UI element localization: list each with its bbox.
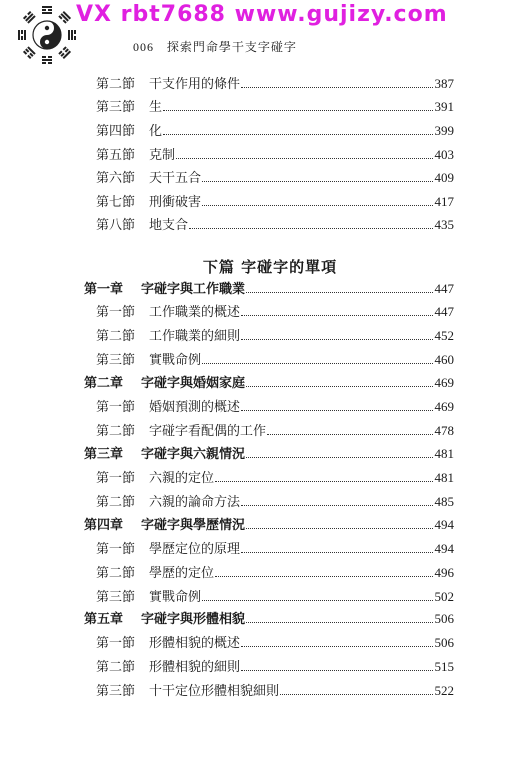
toc-chapter-row <box>84 609 454 629</box>
toc-entry-label: 第一章 <box>84 282 124 297</box>
toc-dot-leader <box>241 410 432 411</box>
toc-dot-leader <box>215 481 432 482</box>
toc-entry-label: 第二節 <box>96 566 136 581</box>
toc-dot-leader <box>241 646 432 647</box>
toc-entry-label: 第五節 <box>96 148 136 163</box>
toc-dot-leader <box>241 339 432 340</box>
toc-dot-leader <box>189 228 432 229</box>
toc-page-number: 481 <box>434 470 454 485</box>
toc-entry-title: 字碰字與學歷情況 <box>141 518 246 533</box>
toc-entry-title: 學歷的定位 <box>149 566 215 581</box>
toc-entry-label: 第三節 <box>96 684 136 699</box>
toc-page-number: 399 <box>434 123 454 138</box>
toc-section-row <box>96 563 454 583</box>
toc-page-number: 469 <box>434 399 454 414</box>
toc-dot-leader <box>202 181 432 182</box>
toc-entry-title: 形體相貌的細則 <box>149 660 241 675</box>
toc-entry-label: 第二節 <box>96 495 136 510</box>
toc-section-row <box>96 145 454 165</box>
toc-entry-title: 實戰命例 <box>149 590 202 605</box>
toc-entry-title: 字碰字看配偶的工作 <box>149 424 267 439</box>
toc-page-number: 435 <box>434 217 454 232</box>
toc-dot-leader <box>215 576 432 577</box>
toc-page-number: 460 <box>434 352 454 367</box>
toc-entry-label: 第六節 <box>96 171 136 186</box>
toc-page-number: 447 <box>434 281 454 296</box>
toc-page-number: 417 <box>434 194 454 209</box>
toc-entry-title: 婚姻預測的概述 <box>149 400 241 415</box>
toc-entry-label: 第三節 <box>96 100 136 115</box>
toc-entry-label: 第二節 <box>96 77 136 92</box>
toc-entry-title: 工作職業的細則 <box>149 329 241 344</box>
toc-entry-label: 第八節 <box>96 218 136 233</box>
toc-entry-label: 第二章 <box>84 376 124 391</box>
toc-entry-title: 字碰字與工作職業 <box>141 282 246 297</box>
toc-dot-leader <box>246 292 432 293</box>
toc-section-row <box>96 215 454 235</box>
toc-section-row <box>96 302 454 322</box>
toc-chapter-row <box>84 444 454 464</box>
toc-section-row <box>96 350 454 370</box>
toc-entry-title: 克制 <box>149 148 176 163</box>
toc-page-number: 494 <box>434 541 454 556</box>
toc-entry-label: 第四節 <box>96 124 136 139</box>
header-book-title: 探索門命學干支字碰字 <box>166 40 297 54</box>
toc-entry-label: 第五章 <box>84 612 124 627</box>
watermark-text: VX rbt7688 www.gujizy.com <box>76 2 448 27</box>
toc-entry-title: 工作職業的概述 <box>149 305 241 320</box>
toc-dot-leader <box>176 158 432 159</box>
toc-entry-title: 六親的定位 <box>149 471 215 486</box>
toc-section-row <box>96 74 454 94</box>
toc-page-number: 478 <box>434 423 454 438</box>
toc-section-row <box>96 492 454 512</box>
toc-entry-label: 第一節 <box>96 305 136 320</box>
toc-entry-title: 字碰字與形體相貌 <box>141 612 246 627</box>
toc-dot-leader <box>267 434 432 435</box>
toc-dot-leader <box>241 552 432 553</box>
toc-section-row <box>96 421 454 441</box>
toc-page-number: 522 <box>434 683 454 698</box>
toc-page-number: 391 <box>434 99 454 114</box>
toc-section-row <box>96 168 454 188</box>
toc-page-number: 469 <box>434 375 454 390</box>
toc-entry-title: 天干五合 <box>149 171 202 186</box>
toc-dot-leader <box>241 315 432 316</box>
toc-page-number: 506 <box>434 611 454 626</box>
toc-dot-leader <box>241 670 432 671</box>
toc-entry-title: 形體相貌的概述 <box>149 636 241 651</box>
toc-dot-leader <box>241 505 432 506</box>
toc-section-row <box>96 657 454 677</box>
toc-page-number: 485 <box>434 494 454 509</box>
toc-entry-title: 字碰字與婚姻家庭 <box>141 376 246 391</box>
toc-page-number: 403 <box>434 147 454 162</box>
toc-page-number: 502 <box>434 589 454 604</box>
toc-chapter-row <box>84 279 454 299</box>
toc-page-number: 515 <box>434 659 454 674</box>
toc-entry-title: 化 <box>149 124 163 139</box>
toc-entry-label: 第二節 <box>96 329 136 344</box>
toc-chapter-row <box>84 373 454 393</box>
toc-entry-label: 第三章 <box>84 447 124 462</box>
toc-section-row <box>96 539 454 559</box>
yin-yang-bagua-logo <box>16 4 78 66</box>
toc-page-number: 481 <box>434 446 454 461</box>
toc-page-number: 447 <box>434 304 454 319</box>
toc-chapter-row <box>84 515 454 535</box>
toc-entry-label: 第一節 <box>96 542 136 557</box>
toc-section-row <box>96 326 454 346</box>
toc-page-number: 452 <box>434 328 454 343</box>
toc-section-row <box>96 587 454 607</box>
toc-dot-leader <box>246 457 432 458</box>
toc-entry-title: 學歷定位的原理 <box>149 542 241 557</box>
toc-section-row <box>96 121 454 141</box>
header-page-number: 006 <box>133 40 154 54</box>
toc-entry-label: 第一節 <box>96 400 136 415</box>
toc-dot-leader <box>163 110 432 111</box>
toc-entry-title: 刑衝破害 <box>149 195 202 210</box>
toc-dot-leader <box>202 205 432 206</box>
toc-entry-title: 地支合 <box>149 218 189 233</box>
toc-entry-title: 實戰命例 <box>149 353 202 368</box>
running-header <box>133 38 297 55</box>
toc-entry-label: 第一節 <box>96 471 136 486</box>
toc-page-number: 409 <box>434 170 454 185</box>
toc-dot-leader <box>246 622 432 623</box>
toc-section-row <box>96 97 454 117</box>
toc-dot-leader <box>163 134 432 135</box>
toc-page-number: 494 <box>434 517 454 532</box>
toc-page-number: 496 <box>434 565 454 580</box>
toc-page-number: 387 <box>434 76 454 91</box>
toc-entry-label: 第三節 <box>96 590 136 605</box>
toc-section-row <box>96 468 454 488</box>
toc-entry-label: 第二節 <box>96 660 136 675</box>
part-title: 下篇 字碰字的單項 <box>202 258 338 276</box>
toc-dot-leader <box>241 87 432 88</box>
toc-dot-leader <box>280 694 432 695</box>
toc-section-row <box>96 192 454 212</box>
toc-section-row <box>96 633 454 653</box>
toc-dot-leader <box>202 363 432 364</box>
toc-entry-label: 第三節 <box>96 353 136 368</box>
toc-entry-label: 第二節 <box>96 424 136 439</box>
toc-section-row <box>96 681 454 701</box>
toc-dot-leader <box>246 528 432 529</box>
toc-entry-title: 生 <box>149 100 163 115</box>
toc-entry-title: 字碰字與六親情況 <box>141 447 246 462</box>
toc-entry-label: 第一節 <box>96 636 136 651</box>
toc-section-row <box>96 397 454 417</box>
toc-dot-leader <box>202 600 432 601</box>
toc-entry-label: 第四章 <box>84 518 124 533</box>
toc-dot-leader <box>246 386 432 387</box>
toc-entry-label: 第七節 <box>96 195 136 210</box>
toc-entry-title: 六親的論命方法 <box>149 495 241 510</box>
toc-entry-title: 干支作用的條件 <box>149 77 241 92</box>
toc-page-number: 506 <box>434 635 454 650</box>
toc-entry-title: 十干定位形體相貌細則 <box>149 684 280 699</box>
